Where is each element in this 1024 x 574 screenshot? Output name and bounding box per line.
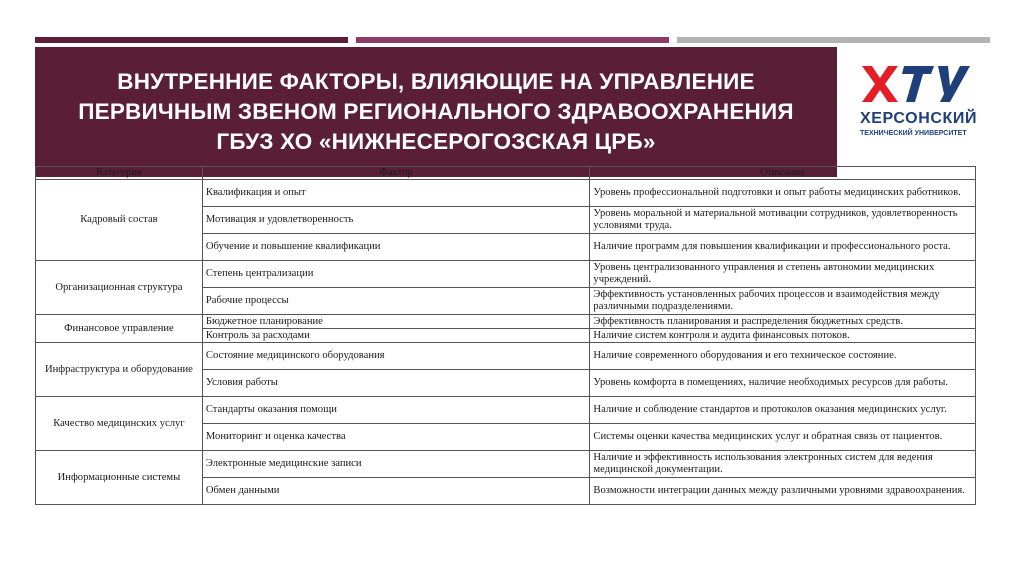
category-cell: Кадровый состав [36,180,203,261]
description-cell: Наличие современного оборудования и его техническое состояние. [590,343,976,370]
header-description: Описание [590,167,976,180]
description-cell: Уровень комфорта в помещениях, наличие необходимых ресурсов для работы. [590,370,976,397]
description-cell: Наличие программ для повышения квалификации и профессионального роста. [590,234,976,261]
category-cell: Качество медицинских услуг [36,397,203,451]
factor-cell: Рабочие процессы [202,288,590,315]
factor-cell: Обмен данными [202,478,590,505]
header-category: Категория [36,167,203,180]
description-cell: Уровень моральной и материальной мотивации сотрудников, удовлетворенность условиями труда. [590,207,976,234]
factor-cell: Стандарты оказания помощи [202,397,590,424]
accent-bar-dark [35,37,348,43]
factor-cell: Квалификация и опыт [202,180,590,207]
factor-cell: Обучение и повышение квалификации [202,234,590,261]
description-cell: Наличие и эффективность использования электронных систем для ведения медицинской документации. [590,451,976,478]
university-name: ХЕРСОНСКИЙ [860,110,978,127]
category-cell: Информационные системы [36,451,203,505]
table-header-row [36,167,976,180]
description-cell: Эффективность планирования и распределения бюджетных средств. [590,315,976,329]
description-cell: Наличие систем контроля и аудита финансовых потоков. [590,329,976,343]
factor-cell: Бюджетное планирование [202,315,590,329]
university-logo-mark-icon [860,62,970,106]
description-cell: Уровень централизованного управления и степень автономии медицинских учреждений. [590,261,976,288]
description-cell: Системы оценки качества медицинских услуг и обратная связь от пациентов. [590,424,976,451]
table-row [36,180,976,207]
header-factor: Фактор [202,167,590,180]
factor-cell: Электронные медицинские записи [202,451,590,478]
factor-cell: Степень централизации [202,261,590,288]
factors-table [35,166,976,505]
table-row [36,397,976,424]
description-cell: Эффективность установленных рабочих процессов и взаимодействия между различными подразделениями. [590,288,976,315]
table-row [36,315,976,329]
description-cell: Наличие и соблюдение стандартов и протоколов оказания медицинских услуг. [590,397,976,424]
factor-cell: Контроль за расходами [202,329,590,343]
table-row [36,451,976,478]
factor-cell: Условия работы [202,370,590,397]
table-row [36,343,976,370]
factor-cell: Мотивация и удовлетворенность [202,207,590,234]
description-cell: Возможности интеграции данных между различными уровнями здравоохранения. [590,478,976,505]
slide-title-line: ВНУТРЕННИЕ ФАКТОРЫ, ВЛИЯЮЩИЕ НА УПРАВЛЕНИЕ [117,69,755,94]
university-logo [852,60,987,150]
factor-cell: Состояние медицинского оборудования [202,343,590,370]
factor-cell: Мониторинг и оценка качества [202,424,590,451]
table-row [36,261,976,288]
university-subtitle: ТЕХНИЧЕСКИЙ УНИВЕРСИТЕТ [860,130,967,137]
slide-title [78,67,794,157]
title-banner [35,47,837,177]
slide-title-line: ПЕРВИЧНЫМ ЗВЕНОМ РЕГИОНАЛЬНОГО ЗДРАВООХРАНЕНИЯ [78,99,794,124]
description-cell: Уровень профессиональной подготовки и опыт работы медицинских работников. [590,180,976,207]
category-cell: Организационная структура [36,261,203,315]
category-cell: Инфраструктура и оборудование [36,343,203,397]
slide-title-line: ГБУЗ ХО «НИЖНЕСЕРОГОЗСКАЯ ЦРБ» [216,129,656,154]
accent-bar-light [677,37,990,43]
accent-bar-mid [356,37,669,43]
category-cell: Финансовое управление [36,315,203,343]
